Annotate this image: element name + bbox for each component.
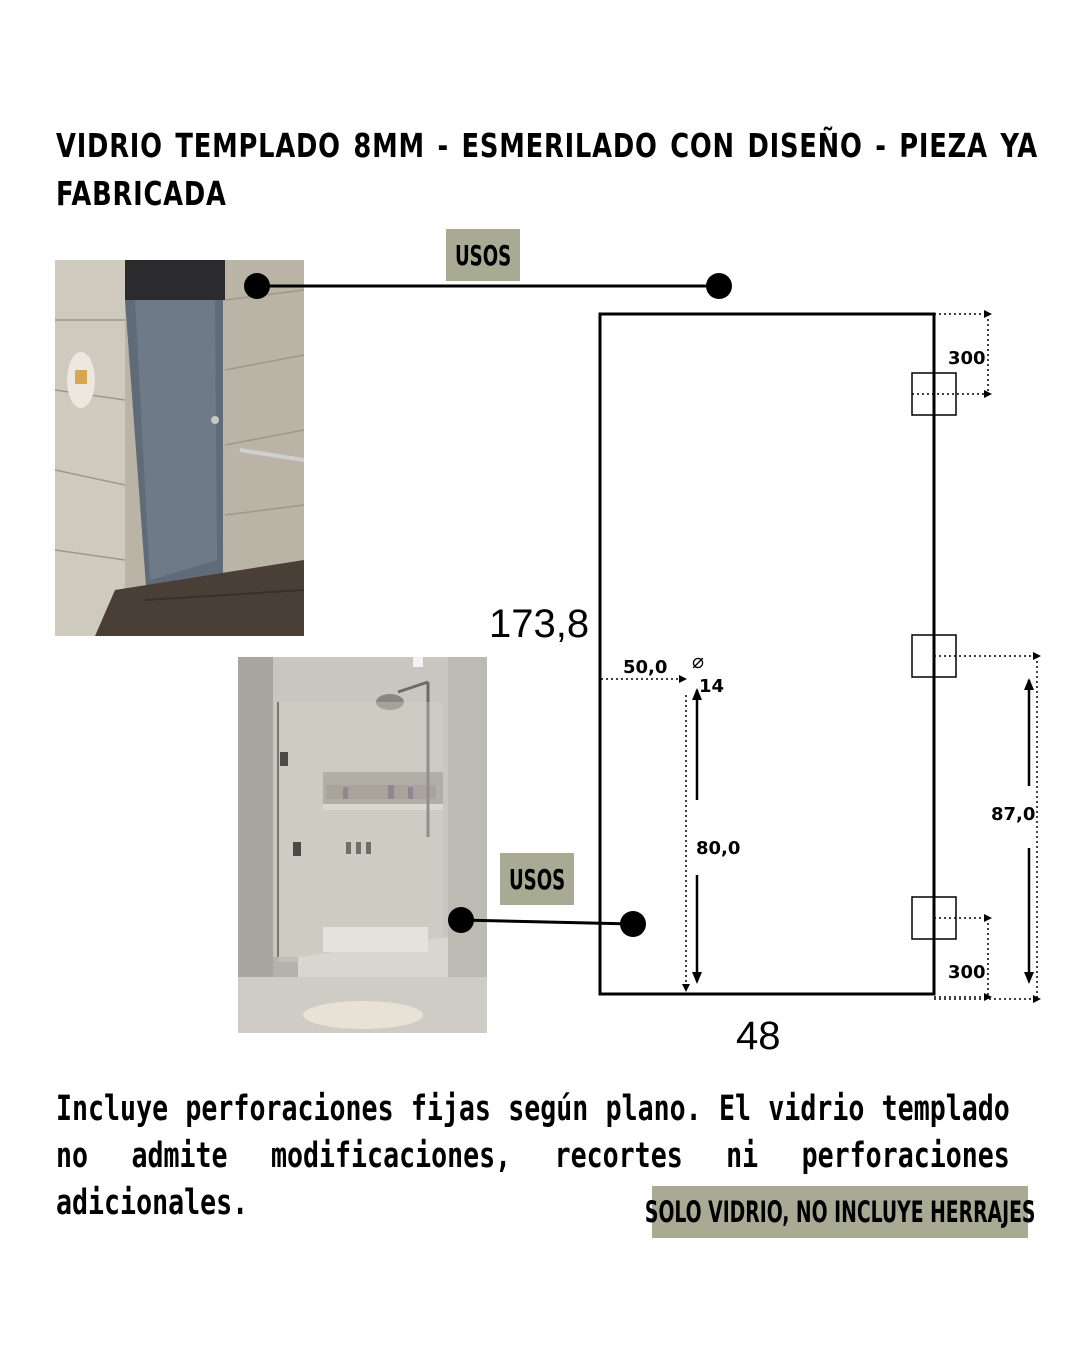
dim-hole-diameter: 14 xyxy=(699,676,725,697)
usos-tag-top: USOS xyxy=(446,229,520,281)
dim-hole-height: 80,0 xyxy=(696,838,741,859)
dim-hole-offset-x: 50,0 xyxy=(623,657,668,678)
connector-bottom xyxy=(448,907,646,937)
description-text: Incluye perforaciones fijas según plano. El vidrio templado no admite modificaciones, recortes ni perforaciones adicionales. xyxy=(56,1089,1010,1223)
no-hardware-tag: SOLO VIDRIO, NO INCLUYE HERRAJES xyxy=(652,1186,1028,1238)
dim-total-width: 48 xyxy=(736,1014,781,1058)
dim-total-height: 173,8 xyxy=(489,602,590,646)
dim-hinge-spacing: 87,0 xyxy=(991,804,1036,825)
usos-tag-bottom: USOS xyxy=(500,853,574,905)
dim-bottom-hinge-offset: 300 xyxy=(948,962,986,983)
page-title: VIDRIO TEMPLADO 8MM - ESMERILADO CON DISEÑO - PIEZA YA FABRICADA xyxy=(56,126,1039,213)
glass-panel-outline xyxy=(600,314,934,994)
dim-top-hinge-offset: 300 xyxy=(948,348,986,369)
diameter-symbol-icon: ⌀ xyxy=(692,649,705,673)
